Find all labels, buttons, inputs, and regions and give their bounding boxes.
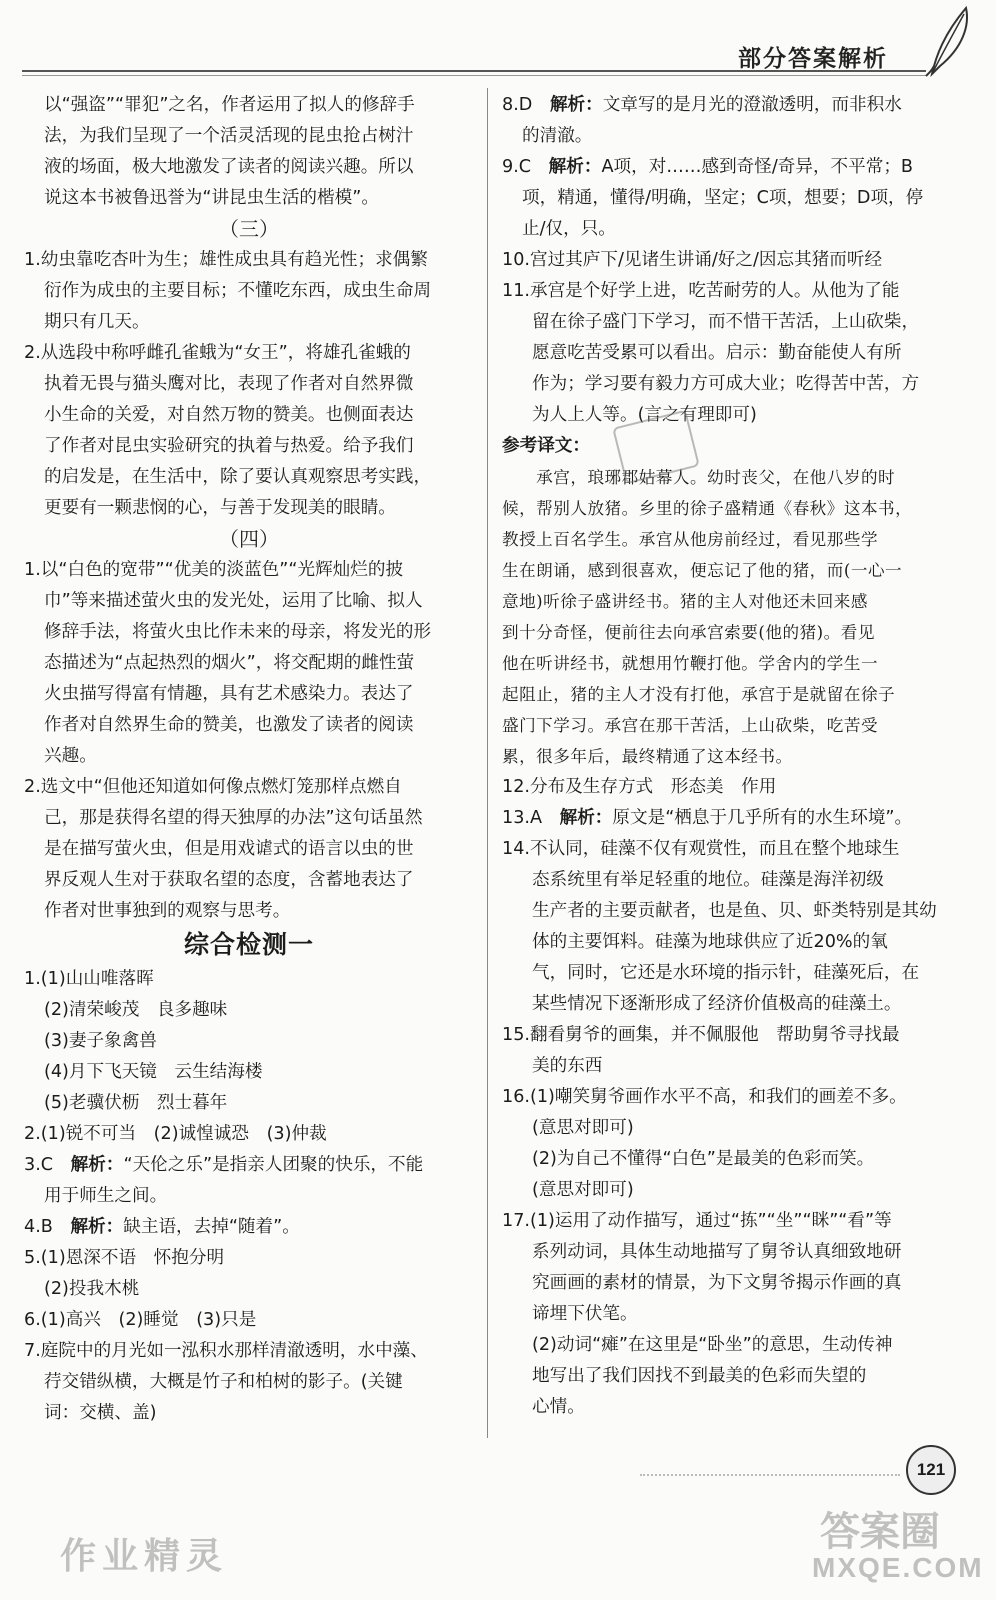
text-line: 4.B 解析：缺主语，去掉“随着”。 [24,1217,300,1237]
text-line: 作为；学习要有毅力方可成大业；吃得苦中苦，方 [532,374,920,394]
text-line: 1.以“白色的宽带”“优美的淡蓝色”“光辉灿烂的披 [24,560,404,580]
text-line: 15.翻看舅爷的画集，并不佩服他 帮助舅爷寻找最 [502,1025,900,1045]
quill-feather-icon [918,4,978,78]
text-line: 用于师生之间。 [44,1186,168,1206]
text-line: 是在描写萤火虫，但是用戏谑式的语言以虫的世 [44,839,414,859]
left-column [24,90,474,1429]
analysis-label: 解析： [70,1217,124,1237]
page-header [0,0,996,80]
text-line: 项，精通，懂得/明确，坚定；C项，想要；D项，停 [522,188,924,208]
analysis-label: 解析： [559,808,613,828]
text-line: 为人上人等。(言之有理即可) [532,405,757,425]
text-line: 己，那是获得名望的得天独厚的办法”这句话虽然 [44,808,423,828]
text-line: 3.C 解析：“天伦之乐”是指亲人团聚的快乐，不能 [24,1155,424,1175]
text-line: 2.从选段中称呼雌孔雀蛾为“女王”，将雄孔雀蛾的 [24,343,411,363]
text-line: 6.(1)高兴 (2)睡觉 (3)只是 [24,1310,257,1330]
text-line: 17.(1)运用了动作描写，通过“拣”“坐”“眯”“看”等 [502,1211,892,1231]
right-column [502,90,950,1423]
page-title: 部分答案解析 [738,46,888,72]
text-line: 14.不认同，硅藻不仅有观赏性，而且在整个地球生 [502,839,900,859]
text-line: 1.幼虫靠吃杏叶为生；雄性成虫具有趋光性；求偶繁 [24,250,428,270]
text-line: 起阻止，猪的主人才没有打他，承宫于是就留在徐子 [502,685,896,704]
text-line: 12.分布及生存方式 形态美 作用 [502,777,777,797]
text-line: 累，很多年后，最终精通了这本经书。 [502,747,793,766]
footer-dotted-rule [640,1474,900,1476]
text-line: 他在听讲经书，就想用竹鞭打他。学舍内的学生一 [502,654,879,673]
text-line: (2)投我木桃 [44,1279,140,1299]
text-line: (4)月下飞天镜 云生结海楼 [44,1062,263,1082]
text-line: 美的东西 [532,1056,603,1076]
text-line: 小生命的关爱，对自然万物的赞美。也侧面表达 [44,405,414,425]
text-line: 9.C 解析：A项，对……感到奇怪/奇异，不平常；B [502,157,914,177]
text-line: 地写出了我们因找不到最美的色彩而失望的 [532,1366,867,1386]
text-line: 13.A 解析：原文是“栖息于几乎所有的水生环境”。 [502,808,913,828]
column-divider [487,88,488,1438]
text-line: 候，帮别人放猪。乡里的徐子盛精通《春秋》这本书， [502,499,913,518]
text-line: 7.庭院中的月光如一泓积水那样清澈透明，水中藻、 [24,1341,428,1361]
text-line: 承宫，琅琊郡姑幕人。幼时丧父，在他八岁的时 [502,468,896,487]
text-line: (2)清荣峻茂 良多趣味 [44,1000,228,1020]
watermark-brand: 答案圈 [820,1510,940,1554]
text-line: (3)妻子象禽兽 [44,1031,157,1051]
text-line: 说这本书被鲁迅誉为“讲昆虫生活的楷模”。 [44,188,379,208]
text-line: 界反观人生对于获取名望的态度，含蓄地表达了 [44,870,414,890]
text-line: 修辞手法，将萤火虫比作未来的母亲，将发光的形 [44,622,432,642]
subsection-heading: （四） [219,527,279,551]
text-line: 谛埋下伏笔。 [532,1304,638,1324]
analysis-label: 解析： [548,157,602,177]
text-line: 荇交错纵横，大概是竹子和柏树的影子。(关键 [44,1372,403,1392]
text-line: 系列动词，具体生动地描写了舅爷认真细致地研 [532,1242,902,1262]
subsection-heading: （三） [219,217,279,241]
page-number: 121 [906,1445,956,1495]
text-line: 11.承宫是个好学上进，吃苦耐劳的人。从他为了能 [502,281,900,301]
text-line: 意地)听徐子盛讲经书。猪的主人对他还未回来感 [502,592,868,611]
watermark-bottom-left: 作业精灵 [60,1535,229,1576]
text-line: 更要有一颗悲悯的心，与善于发现美的眼睛。 [44,498,396,518]
text-line: 留在徐子盛门下学习，而不惜干苦活，上山砍柴， [532,312,920,332]
text-line: 1.(1)山山唯落晖 [24,969,154,989]
text-line: 到十分奇怪，便前往去向承宫索要(他的猪)。看见 [502,623,875,642]
text-line: 究画画的素材的情景，为下文舅爷揭示作画的真 [532,1273,902,1293]
text-line: 生产者的主要贡献者，也是鱼、贝、虾类特别是其幼 [532,901,937,921]
text-line: 盛门下学习。承宫在那干苦活，上山砍柴，吃苦受 [502,716,879,735]
text-line: 8.D 解析：文章写的是月光的澄澈透明，而非积水 [502,95,902,115]
text-line: 2.选文中“但他还知道如何像点燃灯笼那样点燃自 [24,777,402,797]
text-line: 期只有几天。 [44,312,150,332]
text-line: 态描述为“点起热烈的烟火”，将交配期的雌性萤 [44,653,415,673]
text-line: 了作者对昆虫实验研究的执着与热爱。给予我们 [44,436,414,456]
text-line: 2.(1)锐不可当 (2)诚惶诚恐 (3)仲裁 [24,1124,327,1144]
text-line: (2)为自己不懂得“白色”是最美的色彩而笑。 [532,1149,875,1169]
text-line: 液的场面，极大地激发了读者的阅读兴趣。所以 [44,157,414,177]
text-line: 参考译文： [502,436,590,456]
section-heading: 综合检测一 [183,930,314,959]
text-line: (意思对即可) [532,1180,634,1200]
text-line: (意思对即可) [532,1118,634,1138]
text-line: 词：交横、盖) [44,1403,157,1423]
text-line: 以“强盗”“罪犯”之名，作者运用了拟人的修辞手 [44,95,415,115]
text-line: 止/仅，只。 [522,219,616,239]
text-line: 生在朗诵，感到很喜欢，便忘记了他的猪，而(一心一 [502,561,903,580]
text-line: 气，同时，它还是水环境的指示针，硅藻死后，在 [532,963,920,983]
text-line: 执着无畏与猫头鹰对比，表现了作者对自然界微 [44,374,414,394]
text-line: 教授上百名学生。承宫从他房前经过，看见那些学 [502,530,879,549]
text-line: 作者对世事独到的观察与思考。 [44,901,291,921]
analysis-label: 解析： [549,95,603,115]
text-line: 法，为我们呈现了一个活灵活现的昆虫抢占树汁 [44,126,414,146]
text-line: 心情。 [532,1397,585,1417]
text-line: 体的主要饵料。硅藻为地球供应了近20%的氧 [532,932,888,952]
text-line: 的启发是，在生活中，除了要认真观察思考实践， [44,467,432,487]
text-line: 5.(1)恩深不语 怀抱分明 [24,1248,225,1268]
text-line: 的清澈。 [522,126,593,146]
text-line: 10.宫过其庐下/见诸生讲诵/好之/因忘其猪而听经 [502,250,883,270]
text-line: 某些情况下逐渐形成了经济价值极高的硅藻土。 [532,994,902,1014]
header-rule-thin [22,75,926,76]
text-line: 16.(1)嘲笑舅爷画作水平不高，和我们的画差不多。 [502,1087,907,1107]
text-line: 兴趣。 [44,746,97,766]
text-line: 作者对自然界生命的赞美，也激发了读者的阅读 [44,715,414,735]
text-line: 火虫描写得富有情趣，具有艺术感染力。表达了 [44,684,414,704]
analysis-label: 解析： [70,1155,124,1175]
watermark-url: MXQE.COM [812,1552,984,1583]
text-line: (5)老骥伏枥 烈士暮年 [44,1093,228,1113]
text-line: 态系统里有举足轻重的地位。硅藻是海洋初级 [532,870,884,890]
text-line: (2)动词“瘫”在这里是“卧坐”的意思，生动传神 [532,1335,893,1355]
text-line: 衍作为成虫的主要目标；不懂吃东西，成虫生命周 [44,281,432,301]
text-line: 愿意吃苦受累可以看出。启示：勤奋能使人有所 [532,343,902,363]
text-line: 巾”等来描述萤火虫的发光处，运用了比喻、拟人 [44,591,423,611]
